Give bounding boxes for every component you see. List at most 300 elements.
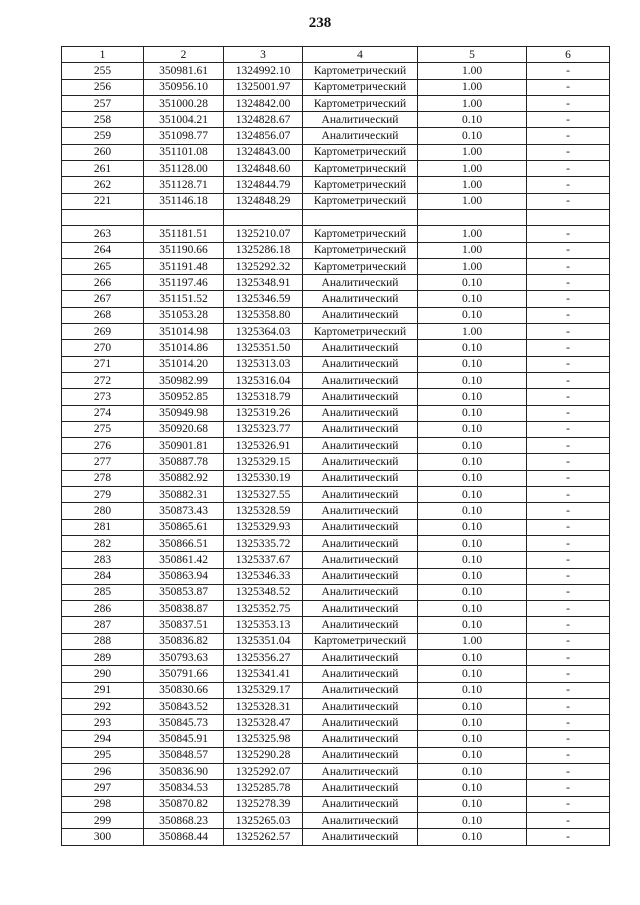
x-coordinate-cell: 350920.68: [144, 421, 224, 437]
note-cell: -: [527, 258, 610, 274]
note-cell: -: [527, 487, 610, 503]
method-cell: Аналитический: [303, 470, 418, 486]
y-coordinate-cell: 1325292.32: [224, 258, 303, 274]
method-cell: Аналитический: [303, 389, 418, 405]
y-coordinate-cell: 1325265.03: [224, 812, 303, 828]
table-row: [62, 356, 610, 372]
table-row: [62, 291, 610, 307]
point-number-cell: 278: [62, 470, 144, 486]
x-coordinate-cell: 350845.91: [144, 731, 224, 747]
y-coordinate-cell: 1325210.07: [224, 226, 303, 242]
method-cell: Картометрический: [303, 258, 418, 274]
y-coordinate-cell: 1325352.75: [224, 601, 303, 617]
note-cell: -: [527, 666, 610, 682]
method-cell: Аналитический: [303, 796, 418, 812]
table-row: [62, 275, 610, 291]
note-cell: -: [527, 291, 610, 307]
x-coordinate-cell: 350836.82: [144, 633, 224, 649]
note-cell: -: [527, 584, 610, 600]
note-cell: -: [527, 633, 610, 649]
method-cell: Аналитический: [303, 454, 418, 470]
method-cell: Аналитический: [303, 340, 418, 356]
table-row: [62, 715, 610, 731]
method-cell: Аналитический: [303, 682, 418, 698]
point-number-cell: 300: [62, 829, 144, 845]
x-coordinate-cell: 351128.71: [144, 177, 224, 193]
x-coordinate-cell: 351197.46: [144, 275, 224, 291]
method-cell: Аналитический: [303, 291, 418, 307]
method-cell: Аналитический: [303, 715, 418, 731]
x-coordinate-cell: 350793.63: [144, 649, 224, 665]
x-coordinate-cell: 350791.66: [144, 666, 224, 682]
note-cell: -: [527, 177, 610, 193]
accuracy-cell: 1.00: [418, 95, 527, 111]
note-cell: -: [527, 324, 610, 340]
x-coordinate-cell: 350952.85: [144, 389, 224, 405]
x-coordinate-cell: 351014.86: [144, 340, 224, 356]
point-number-cell: 296: [62, 764, 144, 780]
x-coordinate-cell: 351004.21: [144, 112, 224, 128]
table-row: [62, 389, 610, 405]
x-coordinate-cell: 350882.92: [144, 470, 224, 486]
y-coordinate-cell: 1325348.52: [224, 584, 303, 600]
accuracy-cell: 0.10: [418, 764, 527, 780]
point-number-cell: 275: [62, 421, 144, 437]
table-row: [62, 731, 610, 747]
accuracy-cell: 0.10: [418, 796, 527, 812]
accuracy-cell: 1.00: [418, 63, 527, 79]
point-number-cell: 279: [62, 487, 144, 503]
table-row: [62, 438, 610, 454]
point-number-cell: 286: [62, 601, 144, 617]
y-coordinate-cell: 1325313.03: [224, 356, 303, 372]
column-header: 2: [144, 47, 224, 63]
point-number-cell: 273: [62, 389, 144, 405]
point-number-cell: 258: [62, 112, 144, 128]
note-cell: -: [527, 421, 610, 437]
x-coordinate-cell: 351014.20: [144, 356, 224, 372]
y-coordinate-cell: 1325318.79: [224, 389, 303, 405]
table-row: [62, 95, 610, 111]
point-number-cell: 264: [62, 242, 144, 258]
note-cell: -: [527, 356, 610, 372]
accuracy-cell: 0.10: [418, 584, 527, 600]
x-coordinate-cell: 350866.51: [144, 535, 224, 551]
y-coordinate-cell: 1325356.27: [224, 649, 303, 665]
point-number-cell: 285: [62, 584, 144, 600]
table-row: [62, 780, 610, 796]
method-cell: Аналитический: [303, 584, 418, 600]
y-coordinate-cell: 1325337.67: [224, 552, 303, 568]
y-coordinate-cell: 1324848.29: [224, 193, 303, 209]
x-coordinate-cell: 351000.28: [144, 95, 224, 111]
point-number-cell: 292: [62, 698, 144, 714]
x-coordinate-cell: 351151.52: [144, 291, 224, 307]
table-row: [62, 421, 610, 437]
accuracy-cell: 1.00: [418, 161, 527, 177]
note-cell: -: [527, 193, 610, 209]
method-cell: [303, 209, 418, 225]
accuracy-cell: 1.00: [418, 633, 527, 649]
x-coordinate-cell: 351098.77: [144, 128, 224, 144]
accuracy-cell: 1.00: [418, 177, 527, 193]
method-cell: Аналитический: [303, 601, 418, 617]
point-number-cell: 289: [62, 649, 144, 665]
accuracy-cell: 0.10: [418, 731, 527, 747]
method-cell: Картометрический: [303, 63, 418, 79]
y-coordinate-cell: 1325335.72: [224, 535, 303, 551]
accuracy-cell: 0.10: [418, 698, 527, 714]
point-number-cell: 293: [62, 715, 144, 731]
column-header: 5: [418, 47, 527, 63]
table-row: [62, 161, 610, 177]
method-cell: Картометрический: [303, 193, 418, 209]
y-coordinate-cell: 1325262.57: [224, 829, 303, 845]
table-row: [62, 747, 610, 763]
accuracy-cell: 0.10: [418, 715, 527, 731]
x-coordinate-cell: 350949.98: [144, 405, 224, 421]
note-cell: -: [527, 340, 610, 356]
y-coordinate-cell: 1325329.93: [224, 519, 303, 535]
table-row: [62, 372, 610, 388]
note-cell: -: [527, 470, 610, 486]
note-cell: -: [527, 682, 610, 698]
table-row: [62, 307, 610, 323]
accuracy-cell: 1.00: [418, 144, 527, 160]
note-cell: -: [527, 649, 610, 665]
x-coordinate-cell: 350834.53: [144, 780, 224, 796]
x-coordinate-cell: 351128.00: [144, 161, 224, 177]
table-row: [62, 698, 610, 714]
x-coordinate-cell: 351146.18: [144, 193, 224, 209]
accuracy-cell: 0.10: [418, 275, 527, 291]
table-row: [62, 405, 610, 421]
method-cell: Картометрический: [303, 177, 418, 193]
note-cell: -: [527, 79, 610, 95]
x-coordinate-cell: 350873.43: [144, 503, 224, 519]
method-cell: Аналитический: [303, 698, 418, 714]
column-header: 1: [62, 47, 144, 63]
method-cell: Картометрический: [303, 161, 418, 177]
y-coordinate-cell: 1325278.39: [224, 796, 303, 812]
x-coordinate-cell: 350848.57: [144, 747, 224, 763]
x-coordinate-cell: 350981.61: [144, 63, 224, 79]
accuracy-cell: 0.10: [418, 405, 527, 421]
table-row: [62, 79, 610, 95]
method-cell: Аналитический: [303, 666, 418, 682]
method-cell: Картометрический: [303, 324, 418, 340]
point-number-cell: 263: [62, 226, 144, 242]
accuracy-cell: 1.00: [418, 79, 527, 95]
method-cell: Аналитический: [303, 617, 418, 633]
point-number-cell: 256: [62, 79, 144, 95]
table-row: [62, 209, 610, 225]
table-row: [62, 193, 610, 209]
accuracy-cell: 0.10: [418, 535, 527, 551]
table-row: [62, 829, 610, 845]
table-row: [62, 242, 610, 258]
y-coordinate-cell: 1325351.04: [224, 633, 303, 649]
accuracy-cell: 0.10: [418, 340, 527, 356]
column-header: 3: [224, 47, 303, 63]
note-cell: [527, 209, 610, 225]
method-cell: Аналитический: [303, 372, 418, 388]
table-row: [62, 144, 610, 160]
x-coordinate-cell: 350863.94: [144, 568, 224, 584]
point-number-cell: 268: [62, 307, 144, 323]
point-number-cell: 255: [62, 63, 144, 79]
note-cell: -: [527, 226, 610, 242]
point-number-cell: 269: [62, 324, 144, 340]
method-cell: Картометрический: [303, 242, 418, 258]
point-number-cell: 284: [62, 568, 144, 584]
point-number-cell: 261: [62, 161, 144, 177]
table-row: [62, 812, 610, 828]
accuracy-cell: 0.10: [418, 747, 527, 763]
method-cell: Картометрический: [303, 633, 418, 649]
y-coordinate-cell: 1325358.80: [224, 307, 303, 323]
accuracy-cell: 0.10: [418, 356, 527, 372]
y-coordinate-cell: 1325328.59: [224, 503, 303, 519]
x-coordinate-cell: 351191.48: [144, 258, 224, 274]
method-cell: Аналитический: [303, 747, 418, 763]
point-number-cell: 295: [62, 747, 144, 763]
table-row: [62, 470, 610, 486]
y-coordinate-cell: 1325328.47: [224, 715, 303, 731]
method-cell: Аналитический: [303, 731, 418, 747]
point-number-cell: 299: [62, 812, 144, 828]
point-number-cell: 280: [62, 503, 144, 519]
point-number-cell: 271: [62, 356, 144, 372]
y-coordinate-cell: 1325323.77: [224, 421, 303, 437]
accuracy-cell: 0.10: [418, 601, 527, 617]
accuracy-cell: 1.00: [418, 324, 527, 340]
point-number-cell: 282: [62, 535, 144, 551]
coordinates-table: [61, 46, 610, 846]
point-number-cell: 267: [62, 291, 144, 307]
table-header-row: [62, 47, 610, 63]
x-coordinate-cell: 350868.23: [144, 812, 224, 828]
accuracy-cell: 0.10: [418, 568, 527, 584]
accuracy-cell: 0.10: [418, 454, 527, 470]
table-row: [62, 503, 610, 519]
method-cell: Аналитический: [303, 438, 418, 454]
accuracy-cell: 0.10: [418, 291, 527, 307]
y-coordinate-cell: 1325316.04: [224, 372, 303, 388]
x-coordinate-cell: 350837.51: [144, 617, 224, 633]
x-coordinate-cell: 350836.90: [144, 764, 224, 780]
method-cell: Аналитический: [303, 487, 418, 503]
note-cell: -: [527, 519, 610, 535]
point-number-cell: 283: [62, 552, 144, 568]
accuracy-cell: 0.10: [418, 829, 527, 845]
table-row: [62, 258, 610, 274]
method-cell: Аналитический: [303, 307, 418, 323]
accuracy-cell: 0.10: [418, 438, 527, 454]
method-cell: Картометрический: [303, 79, 418, 95]
y-coordinate-cell: 1325348.91: [224, 275, 303, 291]
note-cell: -: [527, 275, 610, 291]
accuracy-cell: 1.00: [418, 242, 527, 258]
point-number-cell: 262: [62, 177, 144, 193]
method-cell: Аналитический: [303, 568, 418, 584]
method-cell: Аналитический: [303, 112, 418, 128]
table-row: [62, 633, 610, 649]
x-coordinate-cell: 350887.78: [144, 454, 224, 470]
y-coordinate-cell: 1325285.78: [224, 780, 303, 796]
y-coordinate-cell: 1325328.31: [224, 698, 303, 714]
y-coordinate-cell: 1325001.97: [224, 79, 303, 95]
accuracy-cell: 1.00: [418, 226, 527, 242]
x-coordinate-cell: 351014.98: [144, 324, 224, 340]
accuracy-cell: 0.10: [418, 682, 527, 698]
y-coordinate-cell: 1325329.15: [224, 454, 303, 470]
note-cell: -: [527, 389, 610, 405]
accuracy-cell: 0.10: [418, 666, 527, 682]
column-header: 4: [303, 47, 418, 63]
note-cell: -: [527, 715, 610, 731]
y-coordinate-cell: 1324848.60: [224, 161, 303, 177]
note-cell: -: [527, 698, 610, 714]
table-row: [62, 617, 610, 633]
accuracy-cell: 0.10: [418, 372, 527, 388]
table-row: [62, 666, 610, 682]
method-cell: Аналитический: [303, 535, 418, 551]
method-cell: Аналитический: [303, 421, 418, 437]
point-number-cell: 266: [62, 275, 144, 291]
point-number-cell: 272: [62, 372, 144, 388]
note-cell: -: [527, 829, 610, 845]
y-coordinate-cell: 1325351.50: [224, 340, 303, 356]
y-coordinate-cell: 1325292.07: [224, 764, 303, 780]
note-cell: -: [527, 617, 610, 633]
table-row: [62, 649, 610, 665]
x-coordinate-cell: 350853.87: [144, 584, 224, 600]
note-cell: -: [527, 405, 610, 421]
table-body: [62, 63, 610, 845]
point-number-cell: 260: [62, 144, 144, 160]
x-coordinate-cell: [144, 209, 224, 225]
method-cell: Аналитический: [303, 356, 418, 372]
point-number-cell: 281: [62, 519, 144, 535]
table-row: [62, 601, 610, 617]
accuracy-cell: 0.10: [418, 128, 527, 144]
point-number-cell: 259: [62, 128, 144, 144]
table-row: [62, 226, 610, 242]
table-row: [62, 535, 610, 551]
note-cell: -: [527, 764, 610, 780]
accuracy-cell: 0.10: [418, 519, 527, 535]
y-coordinate-cell: 1325353.13: [224, 617, 303, 633]
point-number-cell: 276: [62, 438, 144, 454]
method-cell: Аналитический: [303, 812, 418, 828]
note-cell: -: [527, 747, 610, 763]
point-number-cell: 277: [62, 454, 144, 470]
accuracy-cell: 0.10: [418, 421, 527, 437]
method-cell: Аналитический: [303, 780, 418, 796]
note-cell: -: [527, 307, 610, 323]
note-cell: -: [527, 812, 610, 828]
y-coordinate-cell: 1325327.55: [224, 487, 303, 503]
x-coordinate-cell: 350982.99: [144, 372, 224, 388]
y-coordinate-cell: 1324844.79: [224, 177, 303, 193]
method-cell: Аналитический: [303, 764, 418, 780]
point-number-cell: 257: [62, 95, 144, 111]
x-coordinate-cell: 351053.28: [144, 307, 224, 323]
y-coordinate-cell: 1325364.03: [224, 324, 303, 340]
x-coordinate-cell: 350830.66: [144, 682, 224, 698]
accuracy-cell: 0.10: [418, 617, 527, 633]
page-number: 238: [308, 15, 332, 31]
point-number-cell: 298: [62, 796, 144, 812]
accuracy-cell: [418, 209, 527, 225]
table-row: [62, 112, 610, 128]
y-coordinate-cell: 1325325.98: [224, 731, 303, 747]
point-number-cell: 294: [62, 731, 144, 747]
note-cell: -: [527, 503, 610, 519]
x-coordinate-cell: 351101.08: [144, 144, 224, 160]
point-number-cell: [62, 209, 144, 225]
y-coordinate-cell: 1325319.26: [224, 405, 303, 421]
accuracy-cell: 0.10: [418, 307, 527, 323]
point-number-cell: 287: [62, 617, 144, 633]
note-cell: -: [527, 454, 610, 470]
method-cell: Картометрический: [303, 95, 418, 111]
accuracy-cell: 1.00: [418, 258, 527, 274]
note-cell: -: [527, 63, 610, 79]
accuracy-cell: 0.10: [418, 487, 527, 503]
x-coordinate-cell: 350845.73: [144, 715, 224, 731]
note-cell: -: [527, 731, 610, 747]
accuracy-cell: 0.10: [418, 470, 527, 486]
table-row: [62, 568, 610, 584]
y-coordinate-cell: 1325326.91: [224, 438, 303, 454]
column-header: 6: [527, 47, 610, 63]
table-row: [62, 324, 610, 340]
table-row: [62, 177, 610, 193]
y-coordinate-cell: 1325341.41: [224, 666, 303, 682]
method-cell: Аналитический: [303, 503, 418, 519]
table-row: [62, 764, 610, 780]
y-coordinate-cell: 1325286.18: [224, 242, 303, 258]
x-coordinate-cell: 350870.82: [144, 796, 224, 812]
note-cell: -: [527, 144, 610, 160]
table-row: [62, 487, 610, 503]
x-coordinate-cell: 350838.87: [144, 601, 224, 617]
accuracy-cell: 0.10: [418, 112, 527, 128]
point-number-cell: 288: [62, 633, 144, 649]
method-cell: Аналитический: [303, 829, 418, 845]
table-row: [62, 128, 610, 144]
accuracy-cell: 0.10: [418, 503, 527, 519]
accuracy-cell: 0.10: [418, 812, 527, 828]
note-cell: -: [527, 601, 610, 617]
x-coordinate-cell: 350956.10: [144, 79, 224, 95]
note-cell: -: [527, 242, 610, 258]
note-cell: -: [527, 128, 610, 144]
y-coordinate-cell: 1325290.28: [224, 747, 303, 763]
point-number-cell: 290: [62, 666, 144, 682]
method-cell: Картометрический: [303, 144, 418, 160]
note-cell: -: [527, 535, 610, 551]
point-number-cell: 297: [62, 780, 144, 796]
method-cell: Аналитический: [303, 405, 418, 421]
table-row: [62, 454, 610, 470]
y-coordinate-cell: 1325346.33: [224, 568, 303, 584]
y-coordinate-cell: 1324856.07: [224, 128, 303, 144]
table-row: [62, 682, 610, 698]
table-row: [62, 796, 610, 812]
